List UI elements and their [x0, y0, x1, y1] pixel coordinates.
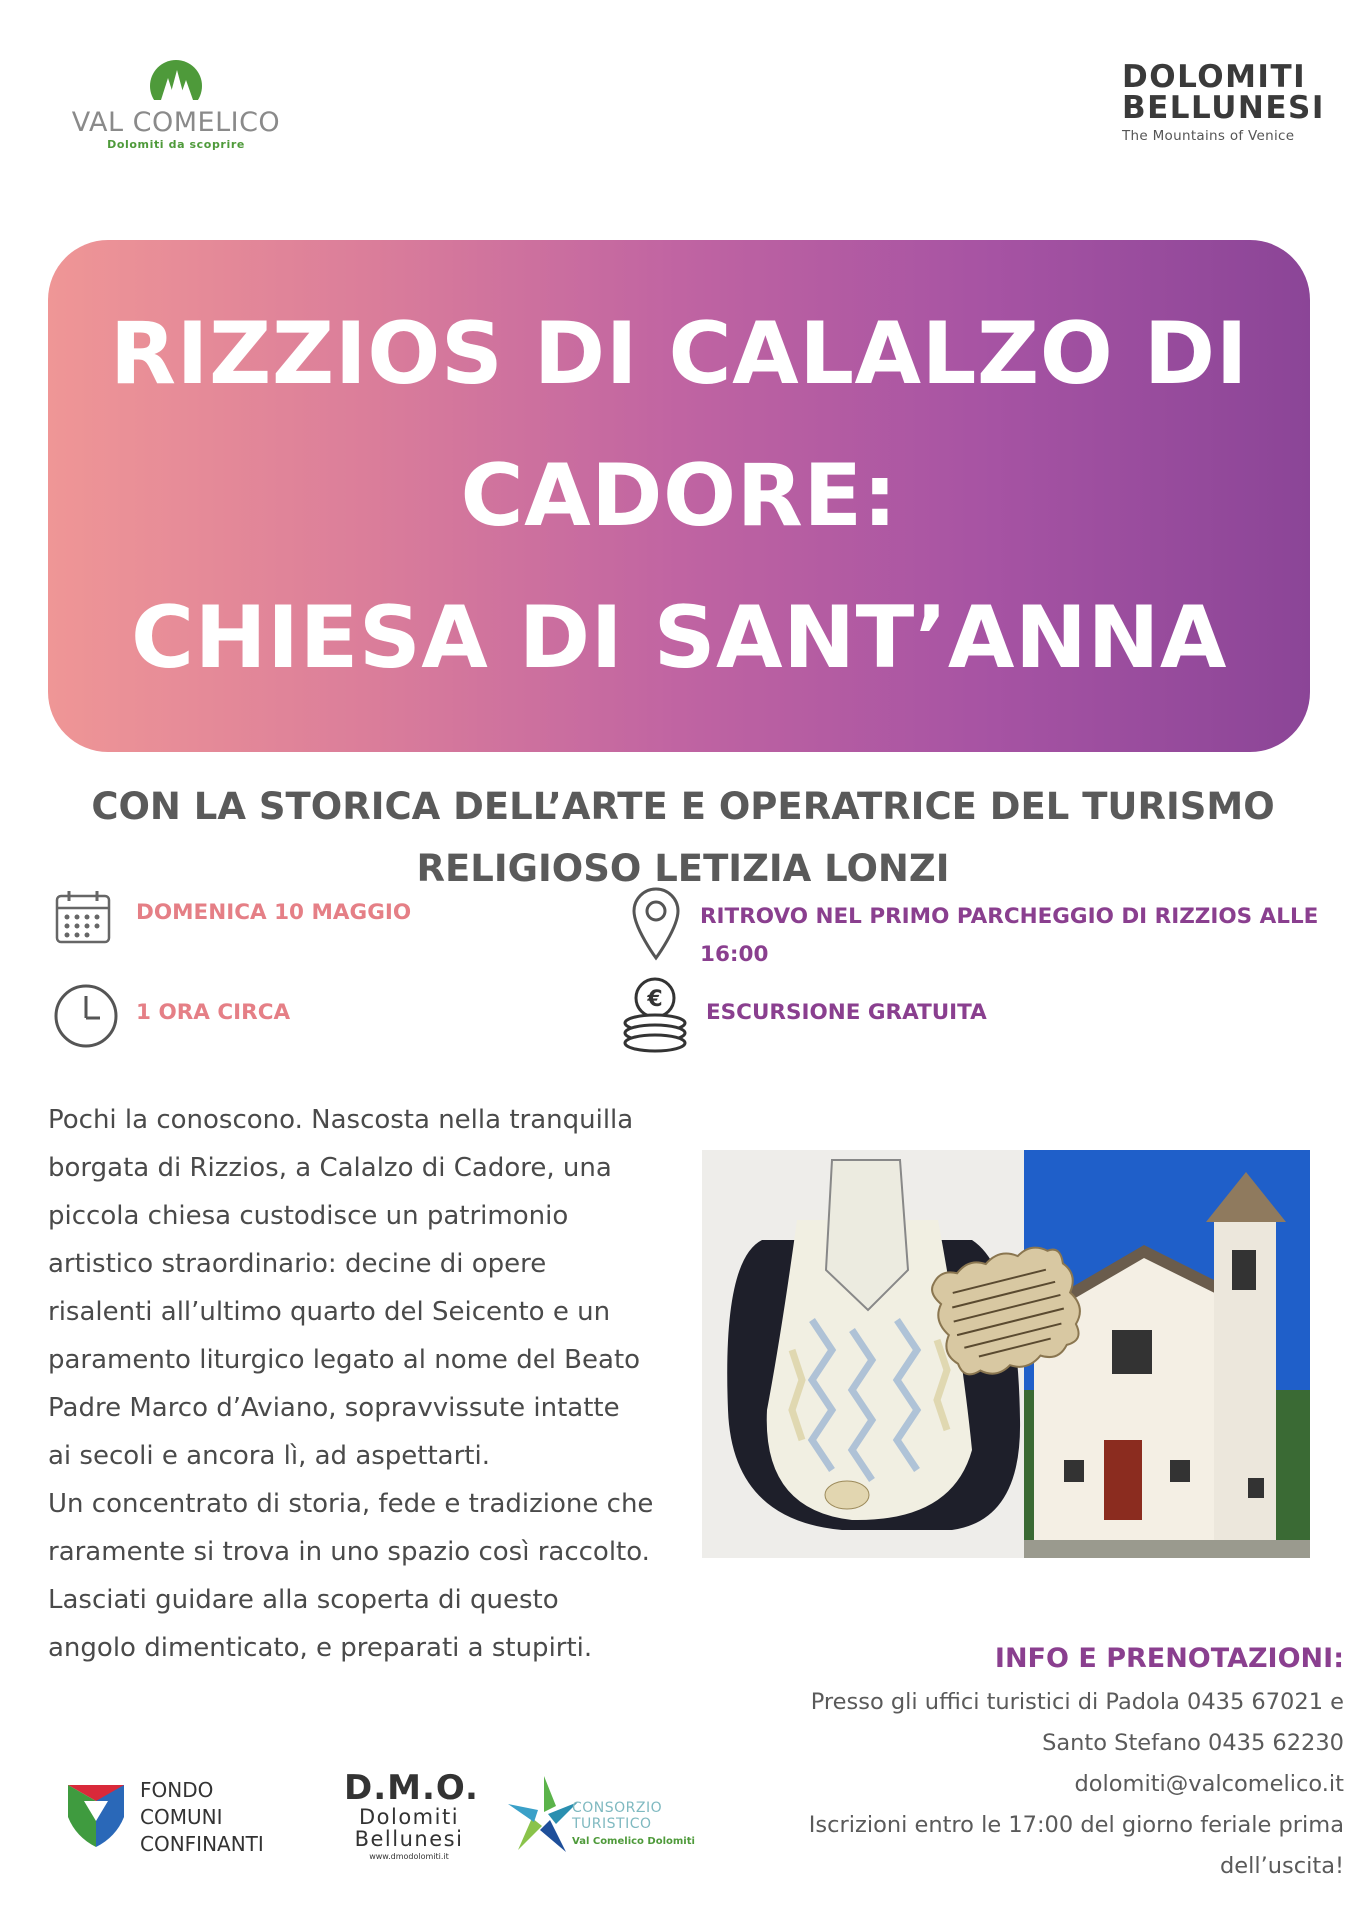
val-comelico-logo — [66, 56, 286, 160]
calendar-icon — [54, 888, 112, 946]
meeting-point — [700, 898, 1318, 974]
fondo-comuni-confinanti-logo — [66, 1775, 296, 1865]
booking-email[interactable]: dolomiti@valcomelico.it — [1074, 1771, 1344, 1797]
description-line: raramente si trova in uno spazio così raccolto. — [48, 1537, 650, 1567]
dolomiti-logo-line2: BELLUNESI — [1122, 90, 1325, 126]
description-line: Un concentrato di storia, fede e tradizione che — [48, 1489, 654, 1519]
description-line: Pochi la conoscono. Nascosta nella tranquilla — [48, 1105, 634, 1135]
consorzio-text — [572, 1800, 662, 1832]
booking-title: INFO E PRENOTAZIONI: — [994, 1643, 1344, 1674]
pine-trees-icon — [141, 56, 211, 108]
description-line: risalenti all’ultimo quarto del Seicento e un — [48, 1297, 611, 1327]
dmo-logo — [344, 1768, 479, 1864]
parchment-note-image — [924, 1236, 1094, 1396]
meeting-point-line-2: 16:00 — [700, 942, 769, 967]
description — [48, 1096, 708, 1672]
dmo-url: www.dmodolomiti.it — [369, 1852, 449, 1861]
description-line: ai secoli e ancora lì, ad aspettarti. — [48, 1441, 490, 1471]
booking-line: dell’uscita! — [1219, 1853, 1344, 1879]
subtitle-line-2: RELIGIOSO LETIZIA LONZI — [416, 847, 950, 890]
booking-info — [700, 1636, 1344, 1887]
euro-coins-icon — [620, 976, 690, 1054]
dmo-line-1: Dolomiti — [358, 1805, 460, 1829]
location-pin-icon — [630, 886, 682, 962]
title-line-2: CADORE: — [460, 446, 898, 546]
consorzio-line-2: TURISTICO — [572, 1816, 652, 1832]
meeting-point-line-1: RITROVO NEL PRIMO PARCHEGGIO DI RIZZIOS ALLE — [700, 904, 1319, 929]
fondo-shield-icon — [66, 1781, 126, 1851]
dmo-title: D.M.O. — [344, 1768, 479, 1808]
booking-line: Santo Stefano 0435 62230 — [1042, 1730, 1344, 1756]
val-comelico-tagline: Dolomiti da scoprire — [107, 138, 245, 151]
event-date: DOMENICA 10 MAGGIO — [136, 900, 412, 925]
consorzio-sub: Val Comelico Dolomiti — [572, 1836, 695, 1847]
booking-line: Iscrizioni entro le 17:00 del giorno feriale prima — [808, 1812, 1344, 1838]
dolomiti-bellunesi-logo — [1122, 59, 1325, 152]
val-comelico-name: VAL COMELICO — [71, 107, 281, 138]
consorzio-line-1: CONSORZIO — [572, 1800, 663, 1816]
description-line: Padre Marco d’Aviano, sopravvissute intatte — [48, 1393, 620, 1423]
duration: 1 ORA CIRCA — [136, 1000, 291, 1025]
description-line: piccola chiesa custodisce un patrimonio — [48, 1201, 569, 1231]
description-line: angolo dimenticato, e preparati a stupirti. — [48, 1633, 593, 1663]
svg-text:€: € — [647, 987, 663, 1012]
consorzio-turistico-logo — [506, 1772, 726, 1872]
title-line-1: RIZZIOS DI CALALZO DI — [109, 304, 1249, 404]
description-line: Lasciati guidare alla scoperta di questo — [48, 1585, 559, 1615]
price: ESCURSIONE GRATUITA — [706, 1000, 987, 1025]
description-line: artistico straordinario: decine di opere — [48, 1249, 547, 1279]
subtitle-line-1: CON LA STORICA DELL’ARTE E OPERATRICE DEL TURISMO — [91, 785, 1275, 828]
fondo-line-2: COMUNI — [140, 1805, 223, 1829]
subtitle — [60, 776, 1306, 900]
description-line: borgata di Rizzios, a Calalzo di Cadore, una — [48, 1153, 612, 1183]
title-line-3: CHIESA DI SANT’ANNA — [131, 588, 1227, 688]
description-line: paramento liturgico legato al nome del Beato — [48, 1345, 641, 1375]
clock-icon — [52, 982, 120, 1050]
dolomiti-logo-tagline: The Mountains of Venice — [1122, 128, 1295, 144]
dmo-line-2: Bellunesi — [354, 1827, 464, 1851]
title-banner — [48, 240, 1310, 752]
booking-line: Presso gli uffici turistici di Padola 0435 67021 e — [810, 1689, 1344, 1715]
dolomiti-logo-line1: DOLOMITI — [1122, 59, 1307, 95]
star-flower-icon — [506, 1772, 582, 1858]
fondo-line-1: FONDO — [140, 1778, 214, 1802]
fondo-line-3: CONFINANTI — [140, 1832, 264, 1856]
